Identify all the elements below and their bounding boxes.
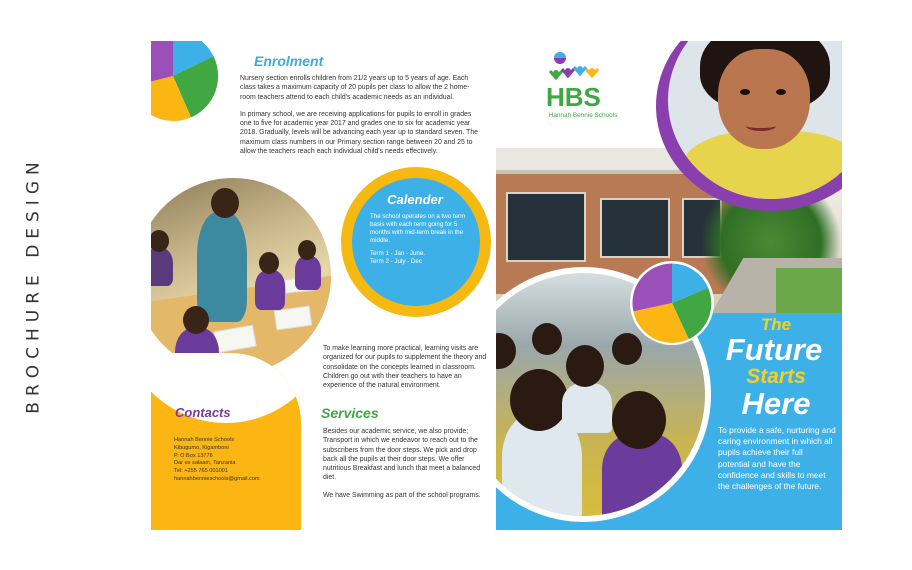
mission-statement: To provide a safe, nurturing and caring environment in which all pupils achieve their full potential and have the confidence and skills to meet the challenges of the future. bbox=[718, 425, 836, 492]
color-pie-icon bbox=[151, 41, 223, 121]
services-paragraph: We have Swimming as part of the school programs. bbox=[323, 491, 481, 499]
services-paragraph: Besides our academic service, we also provide; Transport in which we endeavor to reach out to the subscribers from the door steps. We pick and drop back all the pupils at their door steps. We offer nutritious Breakfast and lunch that meet a balanced diet. bbox=[323, 428, 481, 482]
people-logo-icon bbox=[538, 51, 628, 111]
school-logo bbox=[538, 51, 628, 141]
calendar-body: The school operates on a two term basis with each term going for 5 months with mid-term break in the middle. bbox=[370, 213, 466, 244]
brochure-spread bbox=[151, 41, 842, 530]
enrolment-paragraph: Nursery section enrolls children from 21/2 years up to 5 years of age. Each class takes a maximum capacity of 20 pupils per class to allow the 2 home-room teachers attend to each child's academic needs as an individual. bbox=[240, 75, 470, 101]
calendar-title: Calender bbox=[387, 192, 443, 207]
headline-line-1: The bbox=[760, 315, 792, 334]
services-text bbox=[323, 427, 489, 500]
calendar-badge bbox=[341, 167, 491, 317]
calendar-terms bbox=[370, 250, 468, 266]
contact-line: Kibugumo, Kigamboni bbox=[174, 444, 229, 451]
contact-line: Tel: +255 765 001001 bbox=[174, 468, 228, 475]
contact-email: hannahbennieschools@gmail.com bbox=[174, 475, 260, 482]
headline-line-3: Starts bbox=[746, 365, 806, 388]
enrolment-paragraph: In primary school, we are receiving applications for pupils to enroll in grades one to five for academic year 2017 and grades one to six for academic year 2018. Gradually, levels will be advancing each year up to standard seven. The maximum class numbers in our Primary section range between 20 and 25 to allow the teachers reach each individual child's needs effectively. bbox=[240, 110, 478, 156]
enrolment-title: Enrolment bbox=[254, 53, 324, 69]
headline bbox=[701, 316, 842, 420]
calendar-term-1: Term 1 - Jan - June. bbox=[370, 250, 426, 257]
contact-line: P. O Box 13776 bbox=[174, 452, 213, 459]
contacts-details bbox=[174, 437, 299, 484]
side-label-text: BROCHURE DESIGN bbox=[24, 156, 44, 414]
calendar-term-2: Term 2 - July - Dec bbox=[370, 258, 422, 265]
contact-line: Hannah Bennie Schools bbox=[174, 437, 235, 443]
brochure-left-page bbox=[151, 41, 496, 530]
learning-visits-text: To make learning more practical, learning visits are organized for our pupils to supplement the theory and consolidate on the concepts learned in classroom. Children go out with their teachers to have an experience of the natural environment. bbox=[323, 345, 487, 390]
girl-photo-frame bbox=[656, 41, 842, 211]
logo-school-name: Hannah Bennie Schools bbox=[548, 112, 618, 119]
side-label bbox=[14, 120, 54, 450]
calendar-panel bbox=[352, 178, 480, 306]
girl-portrait-photo bbox=[668, 41, 842, 199]
classroom-photo bbox=[151, 174, 335, 378]
brochure-right-page bbox=[496, 41, 842, 530]
headline-line-2: Future bbox=[725, 332, 823, 367]
headline-line-4: Here bbox=[741, 386, 811, 421]
contact-line: Dar es salaam, Tanzania bbox=[174, 460, 236, 467]
enrolment-text bbox=[240, 74, 483, 156]
logo-letters: HBS bbox=[546, 82, 601, 111]
contacts-title: Contacts bbox=[175, 405, 231, 420]
services-title: Services bbox=[321, 405, 379, 421]
